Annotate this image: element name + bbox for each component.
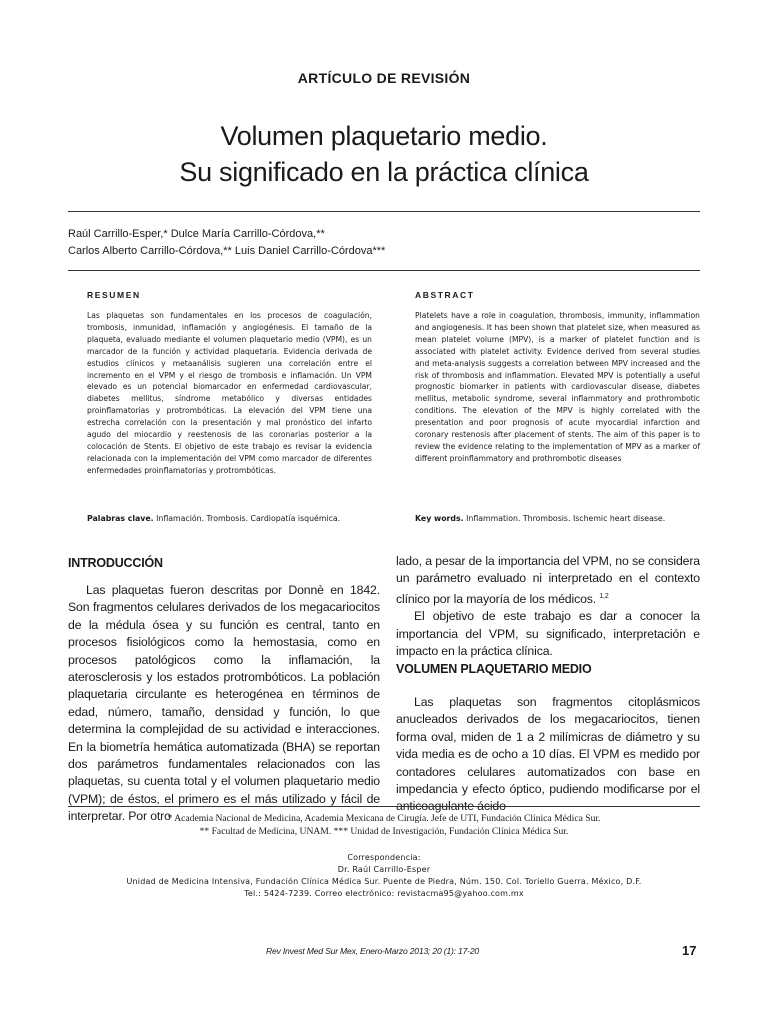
abstract-text: Platelets have a role in coagulation, thrombosis, immunity, inflammation and angiogenesis. It has been shown that platelet size, when measured as mean platelet volume (MPV), is a marker of platelet function and is associated with platelet activity. Evidence derived from several studies and meta-analysis suggests a correlation between MPV increased and the risk of thrombosis and inflammation. Elevated MPV is potentially a useful prognostic biomarker in patients with cardiovascular disease, diabetes mellitus, metabolic syndrome, several inflammatory and prothrombotic conditions. The elevation of the MPV is highly correlated with the presentation and poor prognosis of acute myocardial infarction and coronary restenosis after placement of stents. The aim of this paper is to review the evidence relating to the implementation of MPV as a marker of different proinflammatory and prothrombotic diseases bbox=[415, 311, 700, 463]
correspondence-name: Dr. Raúl Carrillo-Esper bbox=[337, 865, 431, 874]
section-label: ARTÍCULO DE REVISIÓN bbox=[297, 70, 471, 86]
intro-heading: INTRODUCCIÓN bbox=[68, 556, 163, 570]
journal-citation: Rev Invest Med Sur Mex, Enero-Marzo 2013; 20 (1): 17-20 bbox=[266, 946, 480, 956]
affiliation-line-2: ** Facultad de Medicina, UNAM. *** Unidad de Investigación, Fundación Clínica Médica Sur. bbox=[199, 825, 569, 837]
correspondence-address: Unidad de Medicina Intensiva, Fundación Clínica Médica Sur. Puente de Piedra, Núm. 150. Col. Toriello Guerra. México, D.F. bbox=[126, 877, 642, 886]
vpm-paragraph-1: Las plaquetas son fragmentos citoplásmicos anucleados derivados de los megacariocitos, tienen forma oval, miden de 1 a 2 milímicras de diámetro y su vida media es de ocho a 10 días. El VPM es medido por contadores celulares automatizados con base en impedancia y efecto óptico, pudiendo modificarse por el anticoagulante ácido bbox=[396, 695, 700, 814]
intro-body-left bbox=[68, 582, 380, 826]
abstract-keywords-label: Key words. bbox=[415, 514, 464, 523]
title-line-1: Volumen plaquetario medio. bbox=[220, 121, 548, 151]
authors bbox=[68, 226, 385, 260]
intro-paragraph-1-continued: lado, a pesar de la importancia del VPM, no se considera un parámetro evaluado ni interpretado en el contexto clínico por la mayoría de los médicos. $^{1,2}$ bbox=[396, 554, 700, 606]
abstract-keywords bbox=[415, 514, 705, 523]
resumen-keywords-value: Inflamación. Trombosis. Cardiopatía isquémica. bbox=[156, 514, 341, 523]
resumen-heading: RESUMEN bbox=[87, 290, 141, 300]
resumen-keywords bbox=[87, 514, 377, 523]
reference-superscript: 1,2 bbox=[599, 592, 609, 600]
vpm-body bbox=[396, 694, 700, 816]
correspondence-contact: Tel.: 5424-7239. Correo electrónico: revistacma95@yahoo.com.mx bbox=[244, 889, 524, 898]
resumen-text: Las plaquetas son fundamentales en los procesos de coagulación, trombosis, inmunidad, inflamación y angiogénesis. El tamaño de la plaqueta, evaluado mediante el volumen plaquetario medio (VPM), es un marcador de la función y actividad plaquetaria. Evidencia derivada de estudios clínicos y metaanálisis sugieren una correlación entre el incremento en el VPM y el riesgo de trombosis e inflamación. Un VPM elevado es un potencial biomarcador en enfermedad cardiovascular, diabetes mellitus, síndrome metabólico y diversas entidades proinflamatorias y protrombóticas. La elevación del VPM tiene una estrecha correlación con la presentación y mal pronóstico del infarto agudo del miocardio y reestenosis de las coronarias posterior a la colocación de Stents. El objetivo de este trabajo es revisar la evidencia relacionada con la implementación del VPM como marcador de diferentes enfermedades proinflamatorias y protrombóticas. bbox=[87, 311, 372, 475]
authors-divider bbox=[68, 270, 700, 271]
vpm-heading: VOLUMEN PLAQUETARIO MEDIO bbox=[396, 662, 592, 676]
authors-line-1: Raúl Carrillo-Esper,* Dulce María Carrillo-Córdova,** bbox=[68, 228, 325, 240]
correspondence-label: Correspondencia: bbox=[347, 853, 421, 862]
title-divider bbox=[68, 211, 700, 212]
affiliations bbox=[68, 813, 700, 838]
page-number: 17 bbox=[682, 943, 697, 958]
intro-paragraph-2: El objetivo de este trabajo es dar a conocer la importancia del VPM, su significado, interpretación e impacto en la práctica clínica. bbox=[396, 609, 700, 659]
affiliation-line-1: * Academia Nacional de Medicina, Academia Mexicana de Cirugía. Jefe de UTI, Fundación Clínica Médica Sur. bbox=[167, 813, 601, 824]
intro-paragraph-1: Las plaquetas fueron descritas por Donnè en 1842. Son fragmentos celulares derivados de los megacariocitos de la médula ósea y su función es central, tanto en procesos fisiológicos como la hemostasia, como en procesos patológicos como la inflamación, la aterosclerosis y los estados protrombóticos. La población plaquetaria circulante es heterogénea en términos de edad, número, tamaño, densidad y función, lo que determina la complejidad de su actividad e interacciones. En la biometría hemática automatizada (BHA) se reportan dos parámetros fundamentales relacionados con las plaquetas, su cuenta total y el volumen plaquetario medio (VPM); de éstos, el primero es el más utilizado y fácil de interpretar. Por otro bbox=[68, 583, 380, 824]
title-line-2: Su significado en la práctica clínica bbox=[179, 157, 589, 187]
resumen-keywords-label: Palabras clave. bbox=[87, 514, 154, 523]
intro-body-right bbox=[396, 553, 700, 661]
footnote-divider bbox=[68, 806, 700, 807]
article-title bbox=[0, 118, 768, 190]
authors-line-2: Carlos Alberto Carrillo-Córdova,** Luis Daniel Carrillo-Córdova*** bbox=[68, 245, 386, 257]
abstract-keywords-value: Inflammation. Thrombosis. Ischemic heart disease. bbox=[466, 514, 666, 523]
correspondence bbox=[68, 852, 700, 900]
abstract-heading: ABSTRACT bbox=[415, 290, 475, 300]
